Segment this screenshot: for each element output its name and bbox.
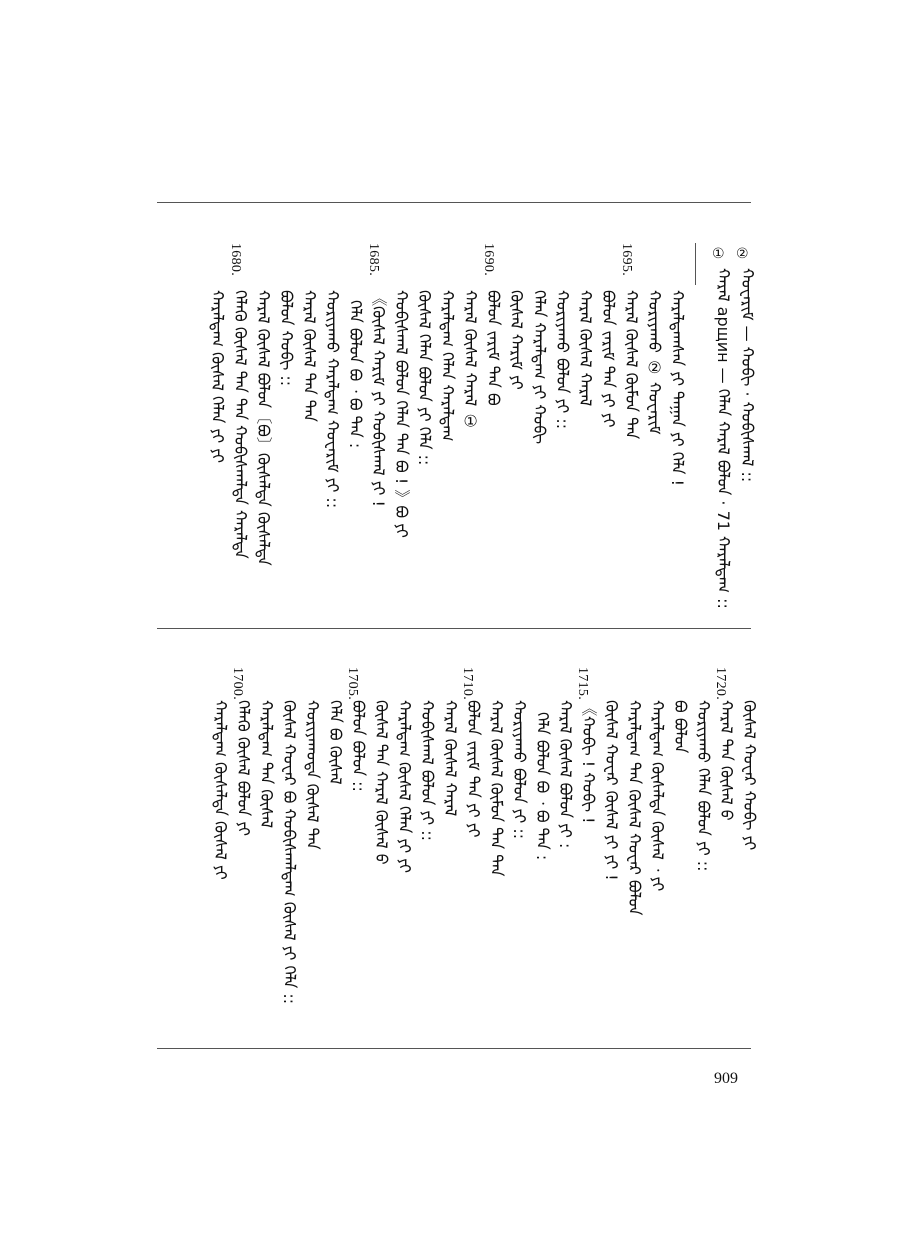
verse-line: ᠬᠤᠪᠢᠰᠬᠠᠯ ᠪᠣᠯᠤᠨ ᠬᠡᠯᠡᠨ ᠲᠠᠨ ᠪᠣ ! 》ᠪᠣ ᠶᠢ bbox=[392, 290, 411, 538]
verse-line: ᠬᠡᠯᠡᠨ ᠬᠠᠷᠠᠯᠳᠠᠭ ᠶᠢ ᠬᠤᠪᠢ bbox=[530, 290, 549, 445]
verse-line: ᠬᠦᠰᠡᠯ ᠲᠠᠨ ᠬᠠᠷᠠᠯ ᠬᠦᠰᠡᠯ ᠪ bbox=[372, 700, 391, 865]
verse-line: ᠬᠠᠷᠠᠯ ᠬᠦᠰᠡᠯ ᠬᠠᠷᠠᠯ bbox=[441, 700, 460, 817]
verse-line: ᠬᠠᠷᠠᠯ ᠬᠦᠰᠡᠯ ᠬᠦᠮᠦᠨ ᠲᠠᠨ ᠲᠠᠨ bbox=[487, 700, 506, 877]
verse-line: 《ᠬᠤᠪᠢ ! ᠬᠤᠪᠢ ! bbox=[579, 700, 598, 824]
verse-line: ᠬᠤᠷᠢᠶᠠᠬᠤ ② ᠬᠣᠸᠠᠷᠢᠮ bbox=[645, 290, 664, 435]
verse-line: ᠪᠣᠯᠤᠨ ᠵᠠᠷᠢᠮ ᠲᠠᠨ ᠪᠣ bbox=[484, 290, 503, 406]
verse-line: ᠬᠦᠰᠡᠯ ᠬᠡᠯᠡᠨ ᠪᠣᠯᠤᠨ ᠶᠢ ᠬᠡᠯᠡ :: bbox=[415, 290, 434, 466]
verse-line: ᠬᠤᠷᠢᠶᠠᠬᠤ ᠪᠣᠯᠤᠨ ᠶᠢ :: bbox=[510, 700, 529, 840]
middle-divider bbox=[157, 628, 751, 629]
verse-line: ᠪᠣᠯᠤᠨ ᠪᠣᠯᠤᠨ :: bbox=[349, 700, 368, 792]
footnote-text: ᠬᠠᠷᠠᠯ арщин — ᠬᠡᠯᠡᠨ ᠬᠠᠷᠠᠯ ᠪᠣᠯᠤᠨ · 71 ᠬᠠᠷᠠᠯᠳᠠᠭ :: bbox=[714, 268, 733, 609]
verse-line: ᠬᠤᠷᠢᠶᠠᠬᠤ ᠬᠡᠯᠡᠨ ᠪᠣᠯᠤᠨ ᠶᠢ :: bbox=[694, 700, 713, 872]
footnote-text: ᠬᠣᠸᠠᠷᠢᠮ — ᠬᠣᠪᠢ · ᠬᠤᠪᠢᠰᠬᠠᠯ :: bbox=[738, 268, 757, 483]
verse-line: ᠬᠠᠷᠠᠯᠳᠠᠭ ᠬᠦᠰᠡᠯᠳᠡ ᠬᠦᠰᠡᠯ ᠶᠢ bbox=[211, 700, 230, 880]
line-number: 1690. bbox=[481, 243, 496, 276]
line-number: 1685. bbox=[366, 243, 381, 276]
verse-line: ᠬᠦᠰᠡᠯ ᠬᠠᠷᠢᠮ ᠶᠢ bbox=[507, 290, 526, 390]
verse-line: ᠬᠦᠰᠡᠯ ᠬᠣᠸᠠᠷ ᠪᠣ ᠬᠤᠪᠢᠰᠬᠠᠯᠳᠠᠭ ᠬᠦᠰᠡᠯ ᠶᠢ ᠬᠡᠯᠡ :: bbox=[280, 700, 299, 1005]
verse-line: ᠪᠣᠯᠤᠨ ᠬᠤᠪᠢ :: bbox=[277, 290, 296, 387]
line-number: 1695. bbox=[619, 243, 634, 276]
verse-line: ᠬᠤᠷᠢᠶᠠᠬᠤ ᠬᠠᠷᠠᠯᠳᠠᠭ ᠬᠣᠸᠠᠷᠢᠮ ᠶᠢ :: bbox=[323, 290, 342, 509]
verse-line: ᠬᠠᠷᠠᠯ ᠬᠦᠰᠡᠯ ᠲᠠᠨ ᠲᠠᠨ bbox=[300, 290, 319, 422]
verse-line: 《ᠬᠦᠰᠡᠯ ᠬᠠᠷᠢᠮ ᠶᠢ ᠬᠤᠪᠢᠰᠬᠠᠯ ᠶᠢ ! bbox=[369, 290, 388, 507]
verse-line: ᠬᠠᠷᠠᠯ ᠬᠦᠰᠡᠯ ᠪᠣᠯᠤᠨ〔ᠪᠣ〕ᠬᠦᠰᠡᠯᠳᠡ ᠬᠦᠰᠡᠯᠳᠡ bbox=[254, 290, 273, 566]
verse-line: ᠬᠤᠷᠢᠶᠠᠬᠤ ᠪᠣᠯᠤᠨ ᠶᠢ :: bbox=[553, 290, 572, 430]
verse-line: ᠬᠡᠯᠡ ᠪᠣ ᠬᠦᠰᠡᠯ bbox=[326, 700, 345, 785]
verse-line: ᠬᠦᠰᠡᠯ ᠬᠣᠸᠠᠷ ᠬᠦᠰᠡᠯ ᠶᠢ ᠶᠢ ! bbox=[602, 700, 621, 881]
verse-line: ᠬᠤᠷᠢᠶᠠᠬᠤᠳᠠ ᠬᠦᠰᠡᠯ ᠲᠠᠨ bbox=[303, 700, 322, 850]
verse-line: ᠬᠠᠷᠠᠯ ᠬᠦᠰᠡᠯ ᠬᠠᠷᠠᠯ ① bbox=[461, 290, 480, 431]
verse-line: ᠬᠠᠷᠠᠯᠳᠠᠭ ᠬᠦᠰᠡᠯᠳᠡ ᠬᠦᠰᠡᠯ ᠂ ᠶᠢ bbox=[648, 700, 667, 892]
line-number: 1705. bbox=[345, 667, 360, 700]
verse-line: ᠬᠠᠷᠠᠯᠳᠠᠭ ᠬᠦᠰᠡᠯ ᠬᠡᠯᠡᠨ ᠶᠢ ᠶᠢ bbox=[208, 290, 227, 464]
verse-line: ᠬᠡᠯᠡ ᠪᠣᠯᠤᠨ ᠪᠣ ᠂ ᠪᠣ ᠲᠠᠨ : bbox=[346, 300, 365, 449]
verse-line: ᠬᠠᠷᠠᠯ ᠲᠠᠨ ᠬᠦᠰᠡᠯ ᠪ bbox=[717, 700, 736, 821]
footnote-marker: ① bbox=[712, 246, 725, 262]
verse-line: ᠬᠠᠷᠠᠯ ᠬᠦᠰᠡᠯ ᠪᠣᠯᠤᠨ ᠶᠢ : bbox=[556, 700, 575, 849]
verse-line: ᠬᠡᠯᠡᠬᠦ ᠬᠦᠰᠡᠯ ᠪᠣᠯᠤᠨ ᠶᠢ bbox=[234, 700, 253, 837]
page-number: 909 bbox=[714, 1070, 738, 1087]
footnote-separator bbox=[695, 243, 696, 285]
verse-line: ᠬᠠᠷᠠᠯᠳᠠᠭᠰᠠᠨ ᠶᠢ ᠳᠠᠭᠠᠨ ᠶᠢ ᠬᠡᠯᠡ ! bbox=[668, 290, 687, 487]
verse-line: ᠬᠠᠷᠠᠯᠳᠠᠭ ᠬᠦᠰᠡᠯ ᠬᠡᠯᠡᠨ ᠶᠢ ᠶᠢ bbox=[395, 700, 414, 874]
verse-line: ᠬᠠᠷᠠᠯ ᠬᠦᠰᠡᠯ ᠬᠠᠷᠠᠯ bbox=[576, 290, 595, 407]
line-number: 1680. bbox=[228, 243, 243, 276]
line-number: 1710. bbox=[460, 667, 475, 700]
verse-line: ᠬᠠᠷᠠᠯᠳᠠᠭ ᠲᠠᠨ ᠬᠦᠰᠡᠯ bbox=[257, 700, 276, 829]
footnote-marker: ② bbox=[736, 246, 749, 262]
verse-line: ᠬᠠᠷᠠᠯᠳᠠᠭ ᠬᠡᠯᠡᠨ ᠬᠠᠷᠠᠯᠳᠠᠭ bbox=[438, 290, 457, 442]
verse-line: ᠬᠦᠰᠡᠯ ᠬᠣᠸᠠᠷ ᠬᠤᠪᠢ ᠶᠢ bbox=[740, 700, 759, 851]
verse-line: ᠪᠣ ᠪᠣᠯᠤᠨ bbox=[671, 700, 690, 754]
bottom-divider bbox=[157, 1048, 751, 1049]
verse-line: ᠬᠠᠷᠠᠯ ᠬᠦᠰᠡᠯ ᠬᠦᠮᠦᠨ ᠲᠠᠨ bbox=[622, 290, 641, 440]
verse-line: ᠬᠡᠯᠡᠬᠦ ᠬᠦᠰᠡᠯ ᠲᠠᠨ ᠲᠠᠨ ᠬᠤᠪᠢᠰᠬᠠᠯᠳᠠ ᠬᠠᠷᠠᠯᠳᠠ bbox=[231, 290, 250, 559]
line-number: 1720. bbox=[713, 667, 728, 700]
verse-line: ᠬᠤᠪᠢᠰᠬᠠᠯ ᠪᠣᠯᠤᠨ ᠶᠢ :: bbox=[418, 700, 437, 842]
line-number: 1700. bbox=[230, 667, 245, 700]
verse-line: ᠪᠣᠯᠤᠨ ᠵᠠᠷᠢᠮ ᠲᠠᠨ ᠶᠢ ᠶᠢ bbox=[464, 700, 483, 838]
top-divider bbox=[157, 202, 751, 203]
verse-line: ᠪᠣᠯᠤᠨ ᠵᠠᠷᠢᠮ ᠲᠠᠨ ᠶᠢ ᠶᠢ bbox=[599, 290, 618, 428]
verse-line: ᠬᠡᠯᠡ ᠪᠣᠯᠤᠨ ᠪᠣ ᠂ ᠪᠣ ᠲᠠᠨ : bbox=[533, 712, 552, 861]
verse-line: ᠬᠠᠷᠠᠯᠳᠠᠭ ᠲᠠᠨ ᠬᠦᠰᠡᠯ ᠬᠣᠸᠠᠷ ᠪᠣᠯᠤᠨ bbox=[625, 700, 644, 916]
line-number: 1715. bbox=[575, 667, 590, 700]
